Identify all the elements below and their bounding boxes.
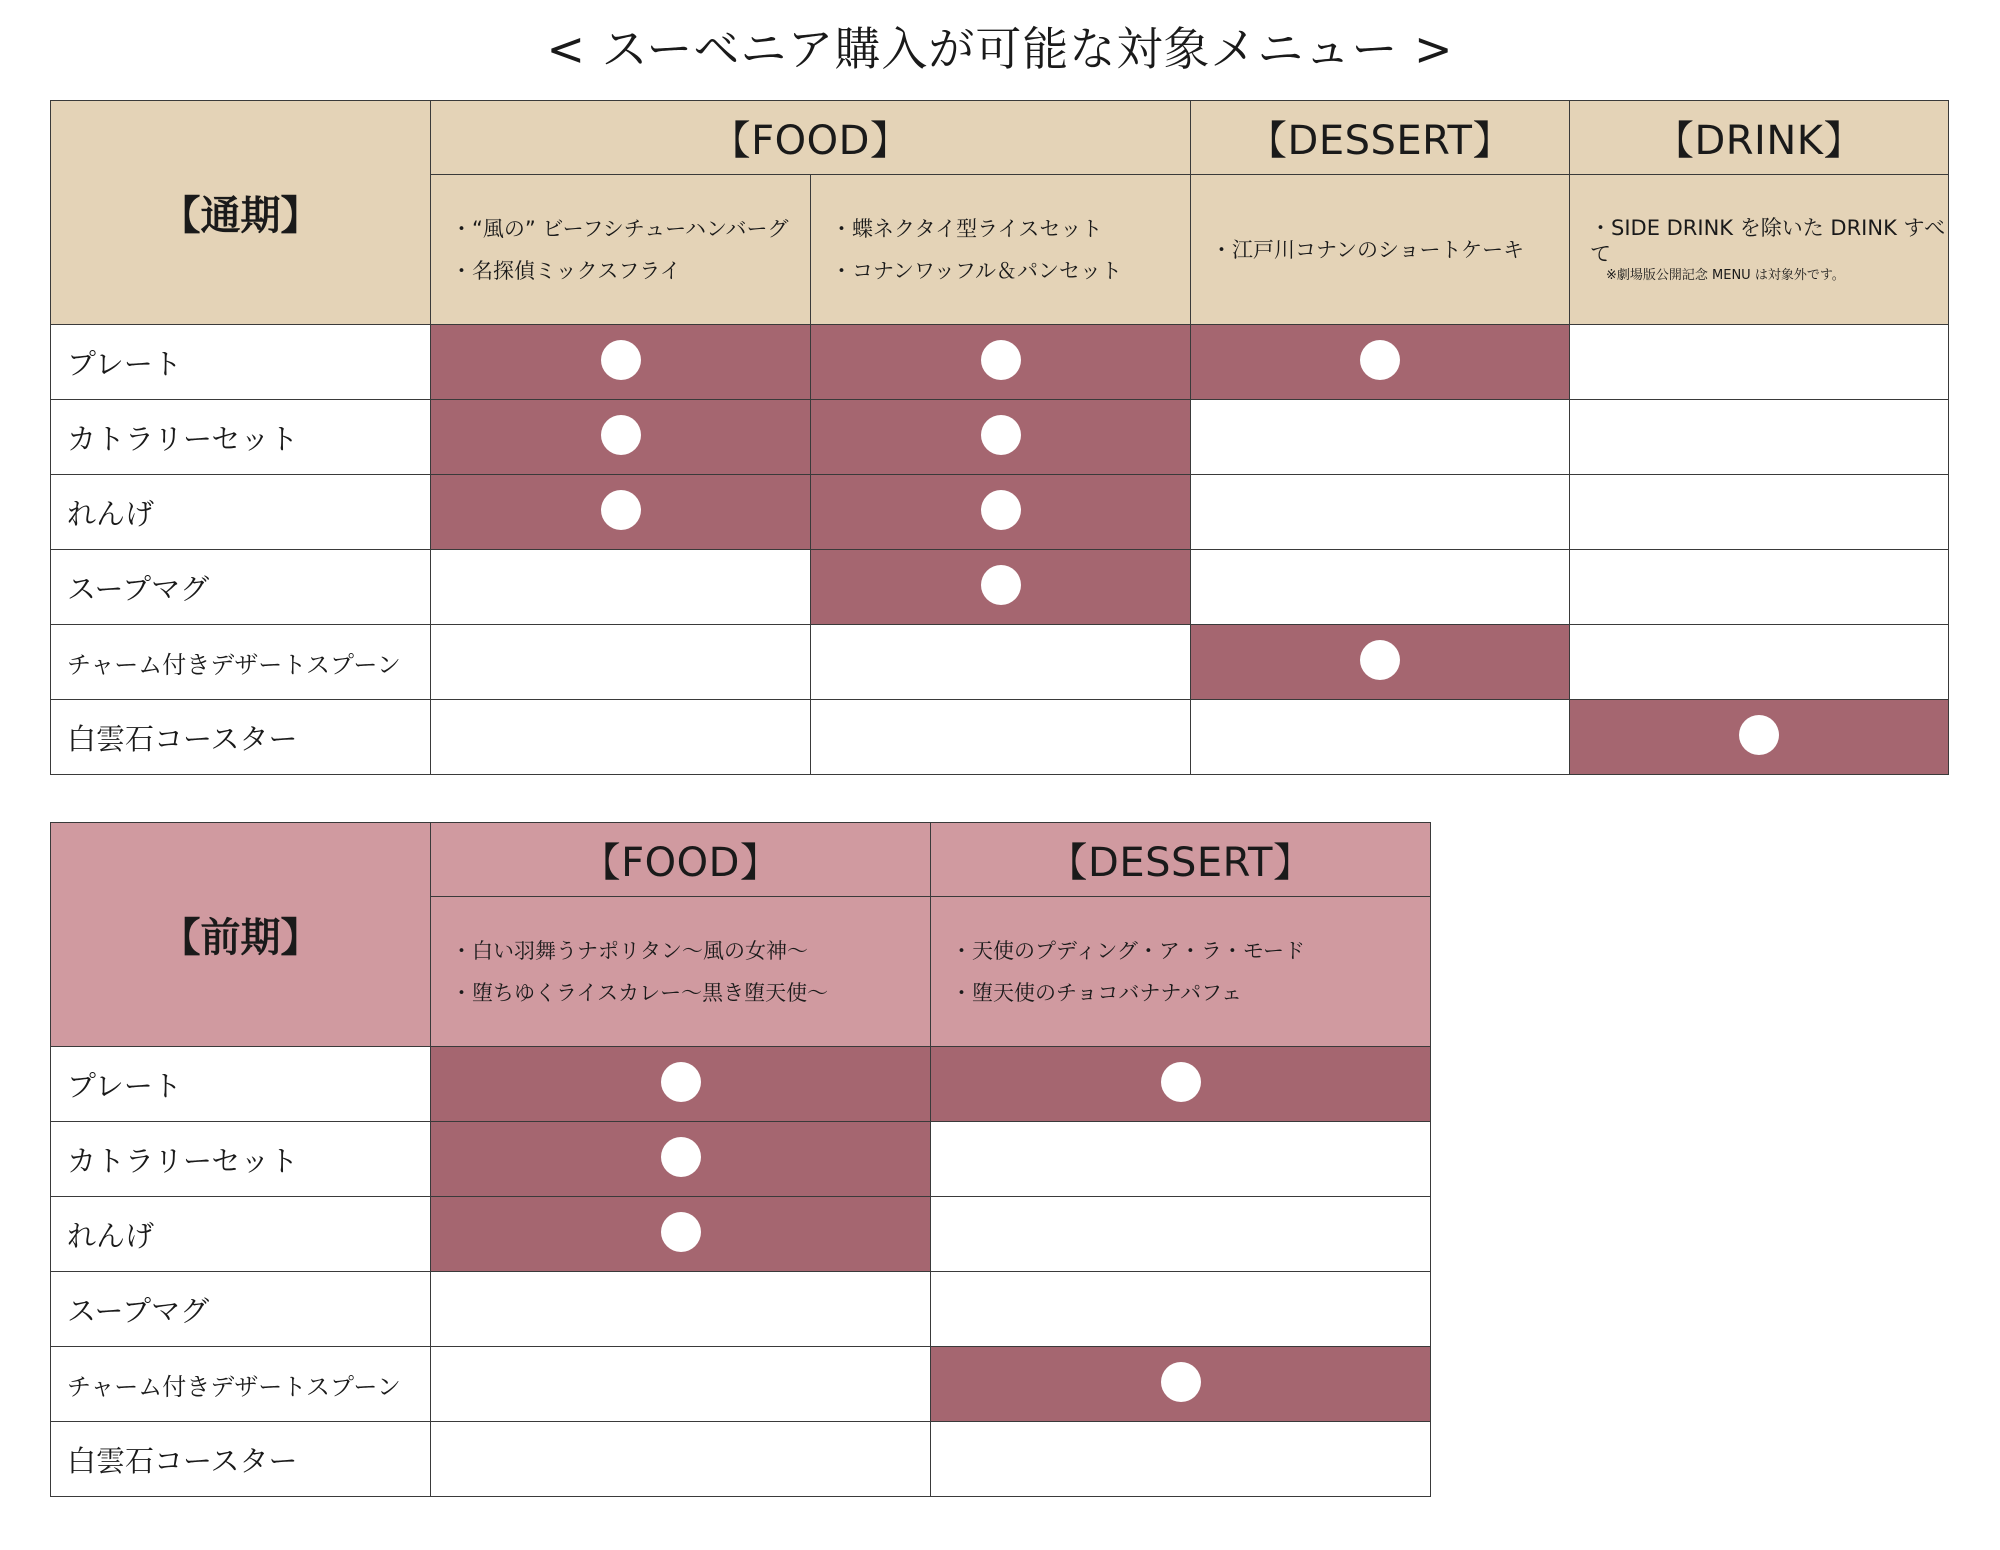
circle-mark-icon bbox=[981, 415, 1021, 455]
souvenir-label: カトラリーセット bbox=[51, 400, 431, 475]
empty-cell bbox=[1570, 550, 1949, 625]
empty-cell bbox=[811, 700, 1191, 775]
empty-cell bbox=[1191, 400, 1570, 475]
menu-table-first-half bbox=[50, 822, 1431, 1497]
dessert-items bbox=[1191, 175, 1570, 325]
souvenir-label: スープマグ bbox=[51, 550, 431, 625]
empty-cell bbox=[931, 1272, 1431, 1347]
table-row bbox=[51, 625, 1949, 700]
eligible-cell bbox=[431, 1122, 931, 1197]
category-food: 【FOOD】 bbox=[431, 101, 1191, 175]
category-dessert: 【DESSERT】 bbox=[931, 823, 1431, 897]
menu-item: ・堕ちゆくライスカレー～黒き堕天使～ bbox=[451, 980, 829, 1005]
empty-cell bbox=[1191, 700, 1570, 775]
souvenir-label: れんげ bbox=[51, 1197, 431, 1272]
empty-cell bbox=[811, 625, 1191, 700]
circle-mark-icon bbox=[601, 340, 641, 380]
souvenir-label: スープマグ bbox=[51, 1272, 431, 1347]
drink-items bbox=[1570, 175, 1949, 325]
circle-mark-icon bbox=[601, 490, 641, 530]
eligible-cell bbox=[811, 325, 1191, 400]
eligible-cell bbox=[931, 1047, 1431, 1122]
category-drink: 【DRINK】 bbox=[1570, 101, 1949, 175]
food-items-a bbox=[431, 175, 811, 325]
empty-cell bbox=[1570, 400, 1949, 475]
empty-cell bbox=[931, 1422, 1431, 1497]
menu-item: ・コナンワッフル＆パンセット bbox=[831, 258, 1123, 283]
page-title: < スーベニア購入が可能な対象メニュー > bbox=[546, 22, 1454, 76]
table-row bbox=[51, 400, 1949, 475]
circle-mark-icon bbox=[661, 1137, 701, 1177]
empty-cell bbox=[431, 1422, 931, 1497]
empty-cell bbox=[1570, 625, 1949, 700]
souvenir-label: チャーム付きデザートスプーン bbox=[51, 1347, 431, 1422]
table-row bbox=[51, 1197, 1431, 1272]
table-row bbox=[51, 1272, 1431, 1347]
eligible-cell bbox=[1191, 325, 1570, 400]
table-row bbox=[51, 325, 1949, 400]
souvenir-label: チャーム付きデザートスプーン bbox=[51, 625, 431, 700]
souvenir-label: 白雲石コースター bbox=[51, 700, 431, 775]
menu-item: ・蝶ネクタイ型ライスセット bbox=[831, 216, 1103, 241]
empty-cell bbox=[1570, 475, 1949, 550]
menu-item: ・白い羽舞うナポリタン～風の女神～ bbox=[451, 938, 808, 963]
food-items bbox=[431, 897, 931, 1047]
menu-item: ・堕天使のチョコバナナパフェ bbox=[951, 980, 1243, 1005]
eligible-cell bbox=[431, 475, 811, 550]
empty-cell bbox=[431, 700, 811, 775]
souvenir-label: れんげ bbox=[51, 475, 431, 550]
eligible-cell bbox=[431, 1197, 931, 1272]
circle-mark-icon bbox=[1161, 1062, 1201, 1102]
food-items-b bbox=[811, 175, 1191, 325]
table-row bbox=[51, 1347, 1431, 1422]
souvenir-label: 白雲石コースター bbox=[51, 1422, 431, 1497]
empty-cell bbox=[1570, 325, 1949, 400]
circle-mark-icon bbox=[601, 415, 641, 455]
empty-cell bbox=[1191, 550, 1570, 625]
menu-item: ・江戸川コナンのショートケーキ bbox=[1211, 237, 1525, 262]
category-food: 【FOOD】 bbox=[431, 823, 931, 897]
circle-mark-icon bbox=[981, 565, 1021, 605]
period-label: 【通期】 bbox=[51, 101, 431, 325]
menu-item: ・名探偵ミックスフライ bbox=[451, 258, 681, 283]
eligible-cell bbox=[1191, 625, 1570, 700]
menu-item: ・SIDE DRINK を除いた DRINK すべて bbox=[1590, 215, 1946, 266]
dessert-items bbox=[931, 897, 1431, 1047]
circle-mark-icon bbox=[1360, 640, 1400, 680]
table-row bbox=[51, 550, 1949, 625]
table-row bbox=[51, 475, 1949, 550]
table-row bbox=[51, 1047, 1431, 1122]
empty-cell bbox=[431, 625, 811, 700]
category-dessert: 【DESSERT】 bbox=[1191, 101, 1570, 175]
circle-mark-icon bbox=[981, 490, 1021, 530]
souvenir-label: プレート bbox=[51, 1047, 431, 1122]
souvenir-label: プレート bbox=[51, 325, 431, 400]
empty-cell bbox=[1191, 475, 1570, 550]
menu-table-full-period bbox=[50, 100, 1949, 775]
eligible-cell bbox=[431, 325, 811, 400]
empty-cell bbox=[931, 1197, 1431, 1272]
circle-mark-icon bbox=[1739, 715, 1779, 755]
eligible-cell bbox=[811, 400, 1191, 475]
circle-mark-icon bbox=[1360, 340, 1400, 380]
empty-cell bbox=[431, 1347, 931, 1422]
circle-mark-icon bbox=[981, 340, 1021, 380]
menu-item: ・“風の” ビーフシチューハンバーグ bbox=[451, 216, 789, 241]
table-row bbox=[51, 1122, 1431, 1197]
eligible-cell bbox=[811, 475, 1191, 550]
eligible-cell bbox=[431, 400, 811, 475]
eligible-cell bbox=[1570, 700, 1949, 775]
circle-mark-icon bbox=[661, 1062, 701, 1102]
table-row bbox=[51, 1422, 1431, 1497]
souvenir-label: カトラリーセット bbox=[51, 1122, 431, 1197]
eligible-cell bbox=[931, 1347, 1431, 1422]
drink-note: ※劇場版公開記念 MENU は対象外です。 bbox=[1606, 267, 1845, 283]
empty-cell bbox=[431, 1272, 931, 1347]
empty-cell bbox=[431, 550, 811, 625]
circle-mark-icon bbox=[661, 1212, 701, 1252]
circle-mark-icon bbox=[1161, 1362, 1201, 1402]
table-row bbox=[51, 700, 1949, 775]
period-label: 【前期】 bbox=[51, 823, 431, 1047]
menu-item: ・天使のプディング・ア・ラ・モード bbox=[951, 938, 1306, 963]
eligible-cell bbox=[431, 1047, 931, 1122]
empty-cell bbox=[931, 1122, 1431, 1197]
eligible-cell bbox=[811, 550, 1191, 625]
